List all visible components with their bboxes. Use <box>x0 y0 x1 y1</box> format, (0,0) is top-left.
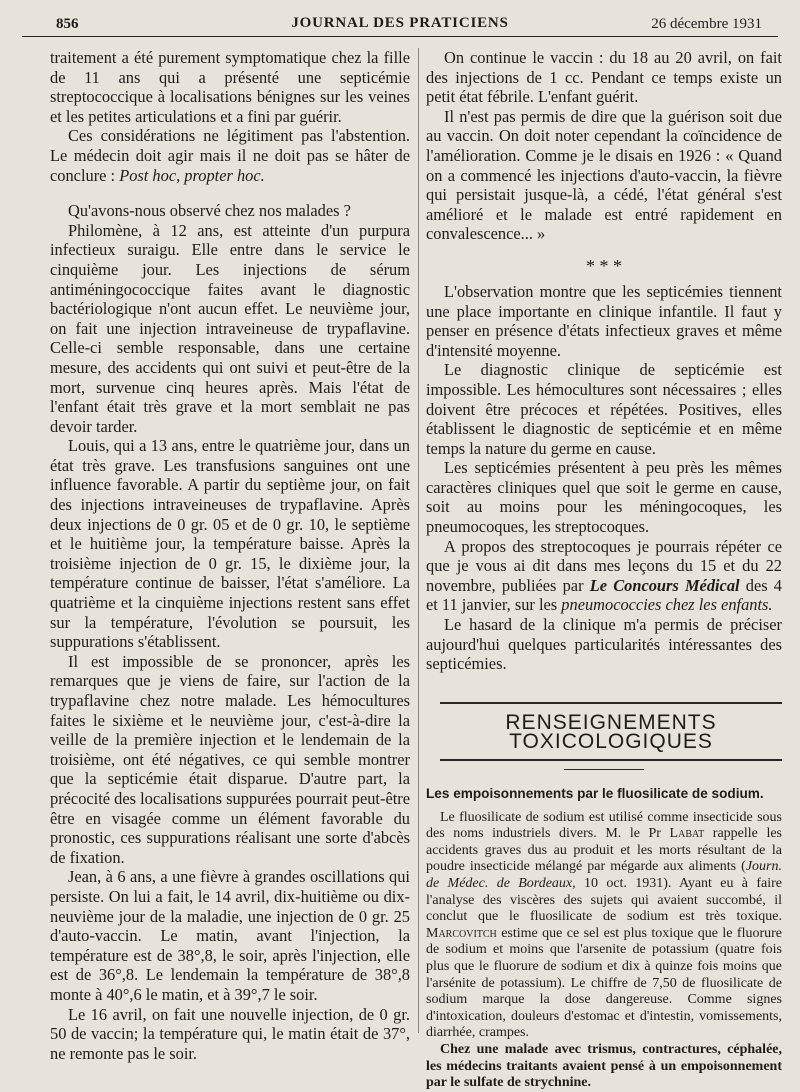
text: des 4 et 11 janvier, sur les <box>426 575 782 615</box>
article-subtitle: Les empoisonnements par le fluosilicate de sodium. <box>426 786 764 801</box>
paragraph: Il n'est pas permis de dire que la guérison soit due au vaccin. On doit noter cependant la coïncidence de l'amélioration. Comme je le disais en 1926 : « Quand on a commencé les injections d'auto-vaccin, la fièvre qui persistait jusque-là, a cédé, l'état général s'est amélioré et le malade est entré rapidement en convalescence... » <box>426 106 782 244</box>
paragraph: On continue le vaccin : du 18 au 20 avril, on fait des injections de 1 cc. Pendant ce temps existe un petit état fébrile. L'enfant guérit. <box>426 48 782 107</box>
author-name: Marcovitch <box>426 925 497 941</box>
text: Le fluosilicate de sodium est utilisé comme insecticide sous des noms industriels divers. M. le Pr <box>426 809 782 842</box>
text: 10 oct. 1931). Ayant eu à faire l'analyse des viscères des sujets qui avaient succombé, il conclut que le fluosilicate de sodium est très toxique. <box>426 875 782 925</box>
left-column <box>50 48 410 1063</box>
reference: Journ. de Médec. de Bordeaux, <box>426 859 782 891</box>
text: Ces considérations ne légitiment pas l'abstention. Le médecin doit agir mais il ne doit pas se hâter de conclure : <box>50 126 410 185</box>
author-name: Labat <box>669 826 705 842</box>
paragraph: Il est impossible de se prononcer, après les remarques que je viens de faire, sur l'action de la trypaflavine chez notre malade. Les hémocultures faites le sixième et le neuvième jour, c'est-à-dire la veille de la première injection et le lendemain de la troisième, ont été négatives, ce qui semble montrer que la septicémie était disparue. D'autre part, la précocité des localisations suppurées pourrait peut-être être en visagée comme un élément favorable du pronostic, ces suppurations réalisant une sorte d'abcès de fixation. <box>50 651 411 867</box>
page-number: 856 <box>56 16 79 32</box>
paragraph: L'observation montre que les septicémies tiennent une place importante en clinique infantile. Il faut y penser en présence d'états infectieux graves et même d'intensité moyenne. <box>426 281 782 360</box>
title-rule <box>564 769 644 770</box>
paragraph: Philomène, à 12 ans, est atteinte d'un purpura infectieux suraigu. Elle entre dans le service le cinquième jour. Les injections de sérum antiméningococcique faites avant le diagnostic bactériologique n'ont aucun effet. Le neuvième jour, on fait une injection intraveineuse de trypaflavine. Celle-ci semble responsable, dans une certaine mesure, des accidents qui ont suivi et peut-être de la mort, survenue cinq heures après. Mais l'état de l'enfant était très grave et la mort semblait ne pas devoir tarder. <box>50 220 410 436</box>
paragraph: Le hasard de la clinique m'a permis de préciser aujourd'hui quelques particularités intéressantes des septicémies. <box>426 615 782 674</box>
section-separator: * * * <box>586 255 622 276</box>
page-header <box>22 12 778 37</box>
italic-text: Le Concours Médical <box>589 575 740 595</box>
paragraph: Le 16 avril, on fait une nouvelle injection, de 0 gr. 50 de vaccin; la température qui, le matin était de 37°, ne remonte pas le soir. <box>50 1004 410 1063</box>
issue-date: 26 décembre 1931 <box>651 16 762 32</box>
journal-title: JOURNAL DES PRATICIENS <box>291 15 509 31</box>
paragraph <box>426 537 782 615</box>
section-title: RENSEIGNEMENTS TOXICOLOGIQUES <box>440 702 782 761</box>
text: rappelle les accidents graves dus au produit et les morts résultant de la poudre insecticide mélangé par mégarde aux aliments ( <box>426 826 782 875</box>
paragraph: Les septicémies présentent à peu près les mêmes caractères cliniques quel que soit le germe en cause, soit au moins pour les méningocoques, les pneumocoques, les streptocoques. <box>426 458 782 537</box>
italic-text: Post hoc, propter hoc. <box>119 165 265 185</box>
right-column <box>426 48 782 1092</box>
text: A propos des streptocoques je pourrais répéter ce que je vous ai dit dans mes leçons du 15 et du 22 novembre, publiées par <box>426 536 782 595</box>
italic-text: pneumococcies chez les enfants. <box>561 595 773 615</box>
toxicology-article <box>426 810 782 1092</box>
paragraph <box>50 126 410 185</box>
paragraph <box>426 810 782 1042</box>
paragraph: Qu'avons-nous observé chez nos malades ? <box>68 201 351 221</box>
paragraph: Le diagnostic clinique de septicémie est impossible. Les hémocultures sont nécessaires ; elles doivent être précoces et répétées. Positives, elles établissent le diagnostic de septicémie et en même temps la nature du germe en cause. <box>426 360 782 458</box>
paragraph: traitement a été purement symptomatique chez la fille de 11 ans qui a présenté une septicémie streptococcique à localisations bénignes sur les veines et les petites articulations et a fini par guérir. <box>50 48 410 126</box>
paragraph: Chez une malade avec trismus, contractures, céphalée, les médecins traitants avaient pensé à un empoisonnement par le sulfate de strychnine. <box>426 1041 782 1091</box>
column-divider <box>418 48 419 1033</box>
text: estime que ce sel est plus toxique que le fluorure de sodium et moins que l'arsenite de potassium (quatre fois plus que le fluorure de sodium et dix à quinze fois moins que l'arsénite de potassium). Le chiffre de 7,50 de fluosilicate de sodium marque la dose dangereuse. Comme signes d'intoxication, douleurs d'estomac et d'intestin, vomissements, diarrhée, crampes. <box>426 925 782 1041</box>
paragraph: Jean, à 6 ans, a une fièvre à grandes oscillations qui persiste. On lui a fait, le 14 avril, dix-huitième ou dix-neuvième jour de la maladie, une injection de 0 gr. 25 d'auto-vaccin. Le matin, avant l'injection, la température est de 38°,8, le soir, après l'injection, elle est de 36°,8. Le lendemain la température de 38°,8 monte à 40°,6 le matin, et à 39°,7 le soir. <box>50 867 410 1004</box>
paragraph: Louis, qui a 13 ans, entre le quatrième jour, dans un état très grave. Les transfusions sanguines ont une influence favorable. A partir du septième jour, on fait des injections intraveineuses de trypaflavine. Après deux injections de 0 gr. 05 et de 0 gr. 10, le septième et le huitième jour, la température baisse. Après la troisième injection de 0 gr. 15, le dixième jour, la température continue de baisser, l'état s'améliore. La quatrième et la cinquième injections restent sans effet sur la température, l'évolution se poursuit, les suppurations s'établissent. <box>50 436 410 652</box>
